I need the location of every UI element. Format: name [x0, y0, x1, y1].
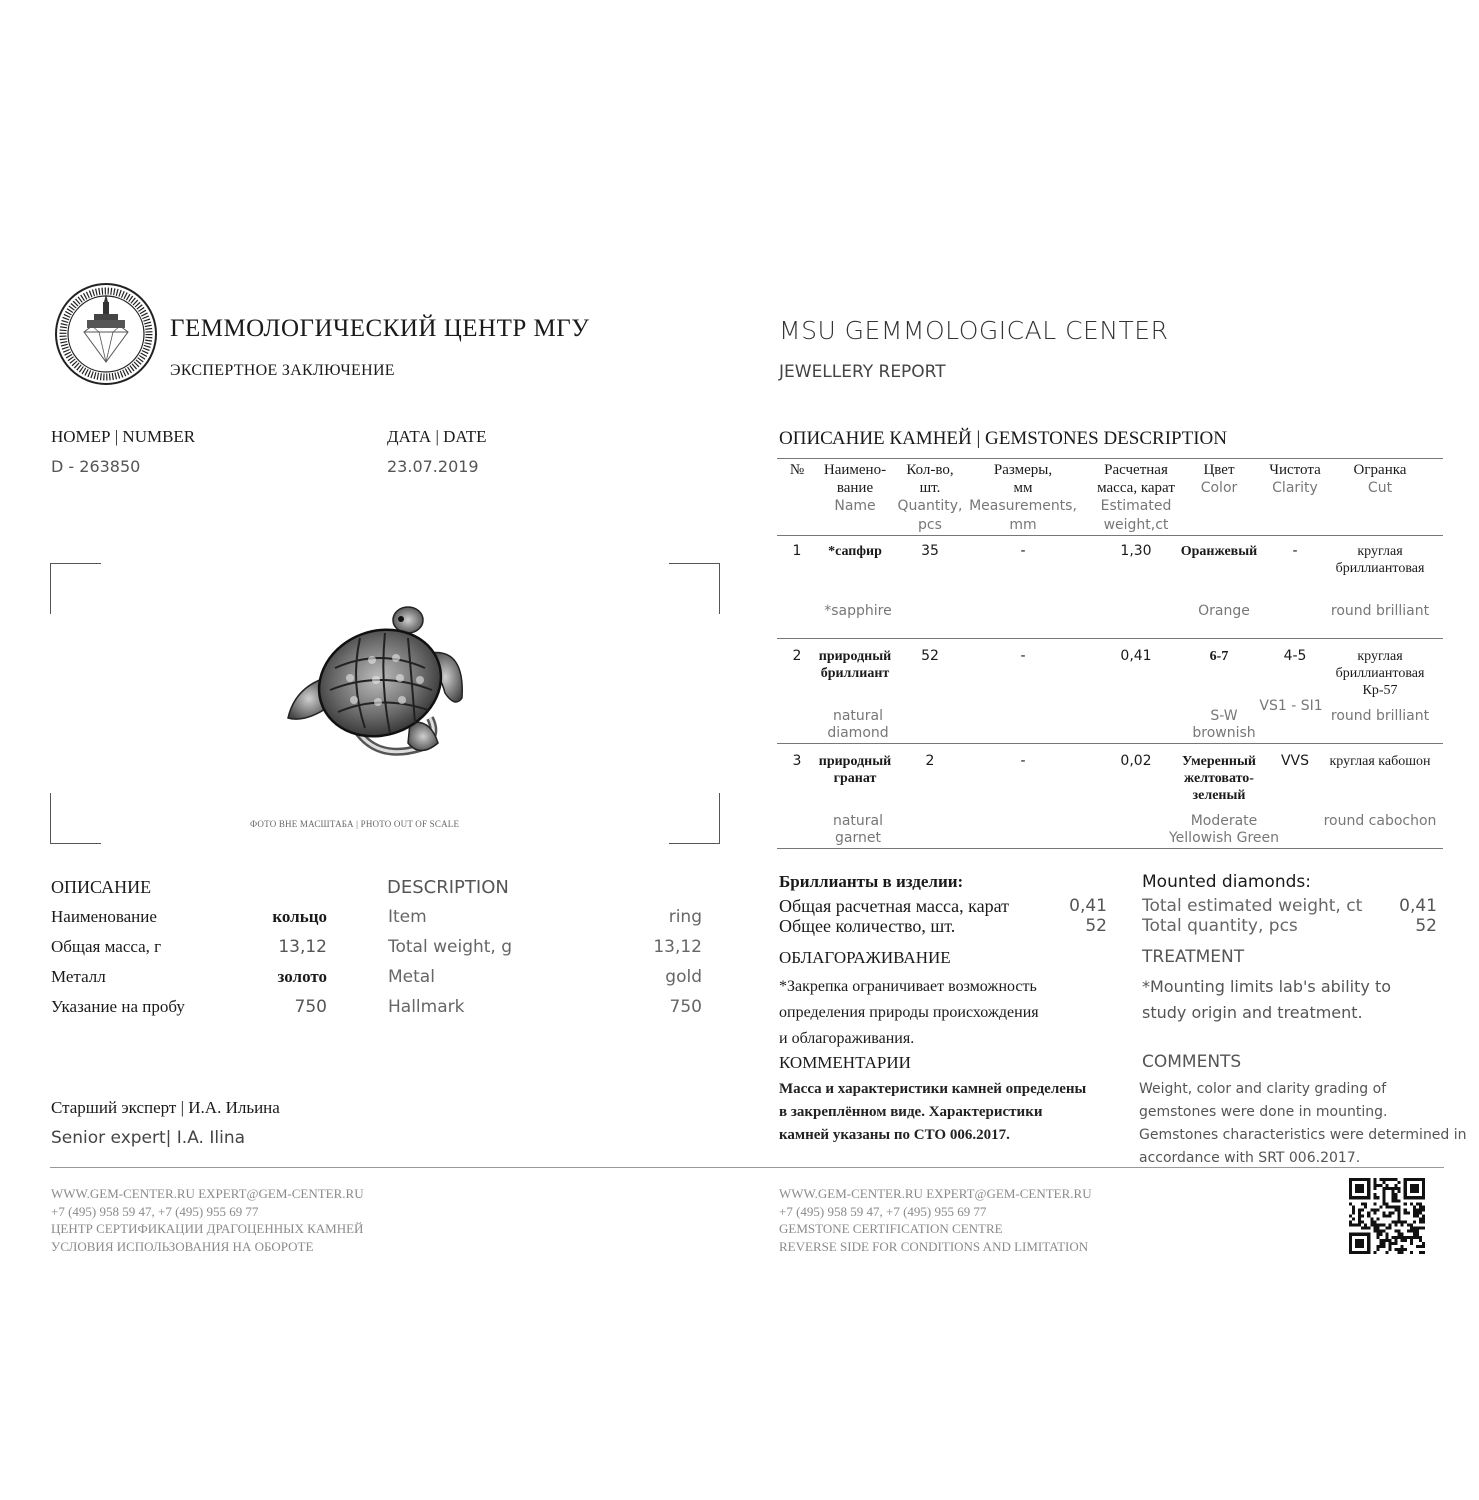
footer-left-line: WWW.GEM-CENTER.RU EXPERT@GEM-CENTER.RU: [51, 1186, 364, 1201]
table-header-cell: [958, 461, 1088, 535]
desc-ru-label: Указание на пробу: [51, 997, 185, 1016]
desc-ru-value: 13,12: [278, 937, 327, 957]
footer-left: [51, 1185, 364, 1255]
footer-left-line: ЦЕНТР СЕРТИФИКАЦИИ ДРАГОЦЕННЫХ КАМНЕЙ: [51, 1221, 364, 1236]
table-cell-name: природный бриллиант: [818, 649, 892, 681]
date-label: ДАТА | DATE: [387, 427, 487, 446]
frame-corner-bl: [50, 793, 101, 844]
desc-en-label: Total weight, g: [388, 937, 513, 957]
comments-ru-text: Масса и характеристики камней определены в закреплённом виде. Характеристики камней указаны по СТО 006.2017.: [779, 1081, 1087, 1143]
ru-subtitle: ЭКСПЕРТНОЕ ЗАКЛЮЧЕНИЕ: [170, 362, 395, 379]
table-cell-name: природный гранат: [818, 754, 892, 786]
en-title: MSU GEMMOLOGICAL CENTER: [779, 316, 1169, 345]
desc-ru-value: золото: [277, 967, 327, 986]
footer-left-line: УСЛОВИЯ ИСПОЛЬЗОВАНИЯ НА ОБОРОТЕ: [51, 1238, 314, 1254]
turtle-ring-photo: [280, 598, 480, 768]
table-cell-name-en: natural diamond: [827, 708, 889, 741]
table-cell-color: Умеренный желтовато- зеленый: [1181, 754, 1256, 803]
table-header-ru: Чистота: [1269, 462, 1321, 478]
table-rule: [777, 848, 1443, 849]
mounted-en-heading: Mounted diamonds:: [1142, 872, 1311, 892]
treatment-en-text: *Mounting limits lab's ability to study origin and treatment.: [1142, 977, 1392, 1022]
description-en-heading: DESCRIPTION: [387, 877, 509, 898]
table-cell-qty: 52: [921, 648, 939, 664]
table-header-en: Quantity, pcs: [897, 498, 963, 533]
desc-en-value: 13,12: [653, 937, 702, 957]
desc-en-value: ring: [668, 907, 702, 927]
table-cell-color: 6-7: [1209, 649, 1229, 664]
table-cell-qty: 35: [921, 543, 939, 559]
table-cell-qty: 2: [925, 753, 935, 769]
frame-corner-tr: [669, 563, 720, 614]
table-header-ru: Огранка: [1353, 462, 1407, 478]
table-cell-cut-en: round brilliant: [1330, 708, 1430, 724]
mounted-en-qty-value: 52: [1415, 916, 1437, 936]
table-header-ru: Кол-во, шт.: [906, 462, 954, 496]
table-header-ru: Цвет: [1203, 462, 1235, 478]
footer-right: [779, 1185, 1092, 1255]
description-ru-heading: ОПИСАНИЕ: [51, 877, 152, 897]
desc-en-label: Metal: [388, 967, 435, 987]
table-header-ru: №: [789, 462, 805, 478]
qr-code: [1349, 1178, 1425, 1254]
comments-en-text: Weight, color and clarity grading of gemstones were done in mounting. Gemstones characteristics were determined in accordance with SRT 006.2017.: [1139, 1081, 1467, 1166]
desc-ru-label: Общая масса, г: [51, 937, 162, 956]
footer-right-line: WWW.GEM-CENTER.RU EXPERT@GEM-CENTER.RU: [779, 1186, 1092, 1201]
table-cell-clarity: VVS: [1280, 753, 1310, 769]
mounted-ru-qty-value: 52: [1085, 916, 1107, 936]
table-header-en: Name: [834, 498, 876, 514]
desc-en-value: gold: [665, 967, 702, 987]
table-cell-color-en: Orange: [1198, 603, 1250, 619]
table-cell-num: 2: [792, 648, 802, 664]
table-cell-cut-en: round cabochon: [1323, 813, 1437, 829]
table-cell-num: 3: [792, 753, 802, 769]
table-header-en: Estimated weight,ct: [1100, 498, 1172, 533]
desc-ru-label: Металл: [51, 967, 106, 986]
comments-en-heading: COMMENTS: [1142, 1052, 1242, 1072]
table-cell-cut: круглая бриллиантовая: [1335, 544, 1425, 576]
table-rule: [777, 743, 1443, 744]
date-value: 23.07.2019: [387, 457, 479, 476]
table-cell-size: -: [1020, 753, 1026, 769]
table-header-en: Clarity: [1272, 480, 1318, 496]
mounted-en-qty-label: Total quantity, pcs: [1142, 916, 1298, 936]
msu-gemmological-seal-logo: [54, 282, 158, 386]
table-cell-cut-en: round brilliant: [1330, 603, 1430, 619]
frame-corner-tl: [50, 563, 101, 614]
table-cell-size: -: [1020, 648, 1026, 664]
footer-right-line: REVERSE SIDE FOR CONDITIONS AND LIMITATION: [779, 1238, 1089, 1254]
desc-en-label: Item: [388, 907, 427, 927]
footer-right-line: +7 (495) 958 59 47, +7 (495) 955 69 77: [779, 1203, 987, 1219]
table-rule: [777, 638, 1443, 639]
gemstones-title: ОПИСАНИЕ КАМНЕЙ | GEMSTONES DESCRIPTION: [779, 428, 1227, 449]
table-header-en: Cut: [1367, 480, 1393, 496]
table-cell-cut: круглая кабошон: [1329, 754, 1431, 769]
table-header-en: Measurements, mm: [969, 498, 1077, 533]
table-header-ru: Наимено- вание: [823, 462, 887, 496]
desc-ru-value: 750: [294, 997, 327, 1017]
mounted-ru-weight-value: 0,41: [1069, 896, 1107, 916]
frame-corner-br: [669, 793, 720, 844]
table-cell-name-en: natural garnet: [832, 813, 884, 846]
table-header-ru: Расчетная масса, карат: [1097, 462, 1175, 496]
treatment-en-heading: TREATMENT: [1142, 947, 1245, 967]
comments-ru-heading: КОММЕНТАРИИ: [779, 1053, 911, 1072]
table-cell-name: *сапфир: [828, 544, 882, 559]
footer-divider: [50, 1167, 1444, 1168]
table-cell-name-en: *sapphire: [824, 603, 892, 619]
expert-ru: Старший эксперт | И.А. Ильина: [51, 1098, 280, 1117]
number-value: D - 263850: [51, 457, 141, 476]
footer-left-line: +7 (495) 958 59 47, +7 (495) 955 69 77: [51, 1203, 259, 1219]
table-header-ru: Размеры, мм: [993, 462, 1053, 496]
table-cell-size: -: [1020, 543, 1026, 559]
ru-title: ГЕММОЛОГИЧЕСКИЙ ЦЕНТР МГУ: [170, 315, 590, 342]
mounted-en-weight-value: 0,41: [1399, 896, 1437, 916]
table-rule: [777, 535, 1443, 536]
table-cell-weight: 0,02: [1120, 753, 1152, 769]
table-cell-color-en: S-W brownish: [1192, 708, 1256, 741]
table-cell-clarity: -: [1292, 543, 1298, 559]
table-rule: [777, 458, 1443, 459]
treatment-ru-heading: ОБЛАГОРАЖИВАНИЕ: [779, 948, 951, 967]
table-cell-weight: 0,41: [1120, 648, 1152, 664]
mounted-ru-heading: Бриллианты в изделии:: [779, 872, 964, 891]
table-cell-clarity: 4-5: [1283, 648, 1307, 664]
table-cell-color: Оранжевый: [1180, 544, 1258, 559]
desc-ru-value: кольцо: [272, 907, 327, 926]
footer-right-line: GEMSTONE CERTIFICATION CENTRE: [779, 1221, 1003, 1236]
mounted-en-weight-label: Total estimated weight, ct: [1142, 896, 1363, 916]
en-subtitle: JEWELLERY REPORT: [779, 362, 946, 382]
mounted-ru-qty-label: Общее количество, шт.: [779, 916, 956, 936]
table-cell-cut: круглая бриллиантовая Кр-57: [1335, 649, 1425, 698]
table-cell-color-en: Moderate Yellowish Green: [1168, 813, 1279, 846]
expert-en: Senior expert| I.A. Ilina: [51, 1128, 246, 1148]
desc-en-value: 750: [669, 997, 702, 1017]
table-header-cell: [1310, 461, 1450, 498]
table-header-en: Color: [1200, 480, 1238, 496]
table-cell-num: 1: [792, 543, 802, 559]
treatment-ru-text: *Закрепка ограничивает возможность определения природы происхождения и облагораживания.: [779, 978, 1039, 1047]
table-cell-weight: 1,30: [1120, 543, 1152, 559]
photo-caption: ФОТО ВНЕ МАСШТАБА | PHOTO OUT OF SCALE: [250, 819, 460, 829]
mounted-ru-weight-label: Общая расчетная масса, карат: [779, 896, 1010, 916]
desc-ru-label: Наименование: [51, 907, 157, 926]
table-cell-clarity-en: VS1 - SI1: [1259, 698, 1323, 714]
desc-en-label: Hallmark: [388, 997, 465, 1017]
number-label: НОМЕР | NUMBER: [51, 427, 196, 446]
